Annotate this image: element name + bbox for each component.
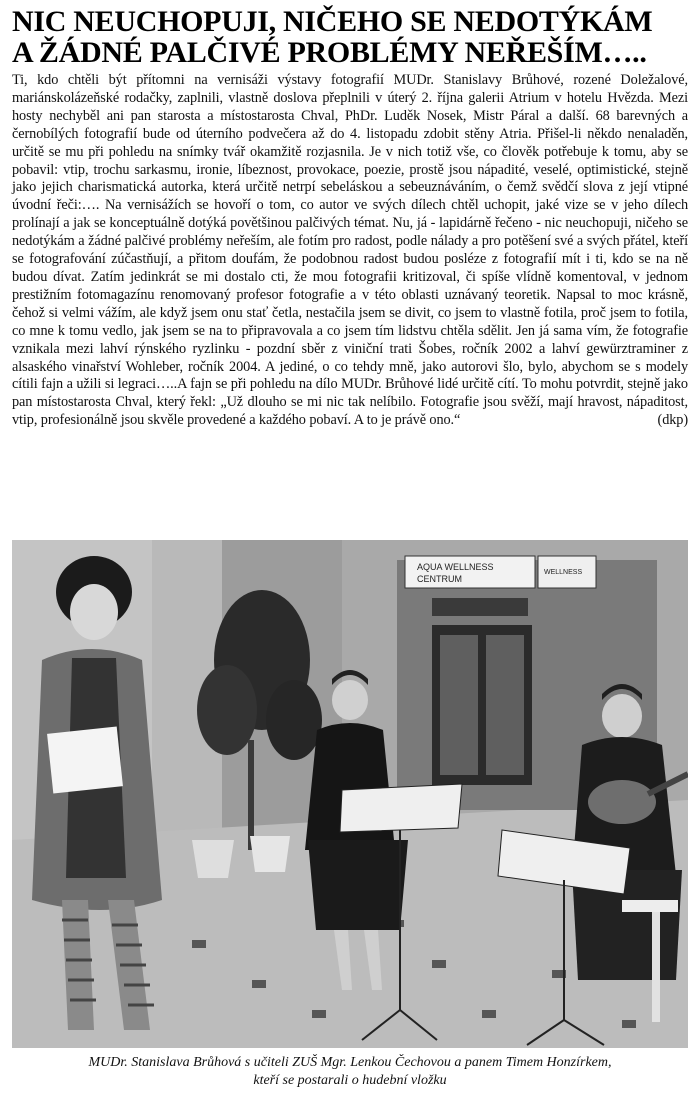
- photo-caption: [12, 1054, 688, 1090]
- headline-line-2: A ŽÁDNÉ PALČIVÉ PROBLÉMY NEŘEŠÍM…..: [12, 36, 647, 69]
- sign-centrum-text: CENTRUM: [417, 574, 462, 584]
- wellness-sign: [405, 556, 596, 588]
- sign-aqua-text: AQUA WELLNESS: [417, 562, 494, 572]
- headline-line-1: NIC NEUCHOPUJI, NIČEHO SE NEDOTÝKÁM: [12, 5, 653, 38]
- article-headline: [12, 6, 688, 68]
- article-body: [12, 72, 688, 430]
- sign-right-text: WELLNESS: [544, 569, 583, 576]
- article-body-text: Ti, kdo chtěli být přítomni na vernisáži výstavy fotografií MUDr. Stanislavy Brůhové, rozené Doležalové, mariánskolázeňské rodačky, zaplnili, vlastně doslova přeplnili v úterý 2. října galerii Atrium v hotelu Hvězda. Mezi hosty nechyběl ani pan starosta a místostarosta Chval, PhDr. Luděk Nosek, Mistr Páral a další. 68 barevných a černobílých fotografií bude od úterního podvečera až do 4. listopadu zdobit stěny Atria. Přišel-li někdo nenaladěn, určitě se mu při pohledu na snímky tvář okamžitě rozjasnila. Je v nich totiž vše, co člověk potřebuje k tomu, aby se pobavil: vtip, trochu sarkasmu, ironie, líbeznost, provokace, poezie, prostě jsou nápadité, veselé, optimistické, stejně jako jejich charismatická autorka, která určitě netrpí sebeláskou a sebeuznáváním, o čemž svědčí slova z její vtipné úvodní řeči:…. Na vernisážích se hovoří o tom, co autor ve svých dílech chtěl uchopit, jaké vize se v jeho dílech prolínají a jak se konceptuálně dotýká povětšinou palčivých témat. Nu, já - lapidárně řečeno - nic neuchopuji, ničeho se nedotýkám a žádné palčivé problémy neřeším, ale fotím pro radost, podle nálady a pro potěšení své a svých přátel, kteří se fotografování zúčastňují, a přitom doufám, že podobnou radost budou posléze z fotografií mít i ti, kdo se na ně budou dívat. Zatím jedinkrát se mi dostalo cti, že mou fotografii kritizoval, či spíše vlídně komentoval, v jednom prestižním fotomagazínu renomovaný profesor fotografie a v této oblasti uznávaný teoretik. Napsal to moc krásně, čehož si velmi vážím, ale když jsem onu stať četla, nestačila jsem se divit, co jsem to vlastně fotila, proč jsem to fotila, co mne k tomu vedlo, jak jsem se na to připravovala a co jsem tím lidstvu chtěla sdělit. Jen já sama vím, že fotografie vznikala mezi lahví rýnského ryzlinku - pozdní sběr z viniční trati Šobes, ročník 2002 a lahví gewürztraminer z alsaského vinařství Wohleber, ročník 2004. A jediné, o co tehdy mně, jako autorovi šlo, bylo, abychom se s modely cítili fajn a užili si legraci…..A fajn se při pohledu na dílo MUDr. Brůhové lidé určitě cítí. To mohu potvrdit, stejně jako pan místostarosta Chval, který řekl: „Už dlouho se mi nic tak nelíbilo. Fotografie jsou svěží, mají hravost, nápaditost, vtip, profesionálně jsou skvěle provedené a každého pobaví. A to je právě ono.“: [12, 72, 688, 429]
- vernissage-photo: [12, 540, 688, 1048]
- caption-line-1: MUDr. Stanislava Brůhová s učiteli ZUŠ Mgr. Lenkou Čechovou a panem Timem Honzírkem,: [88, 1055, 612, 1070]
- caption-line-2: kteří se postarali o hudební vložku: [253, 1073, 447, 1088]
- author-signature: (dkp): [657, 412, 688, 429]
